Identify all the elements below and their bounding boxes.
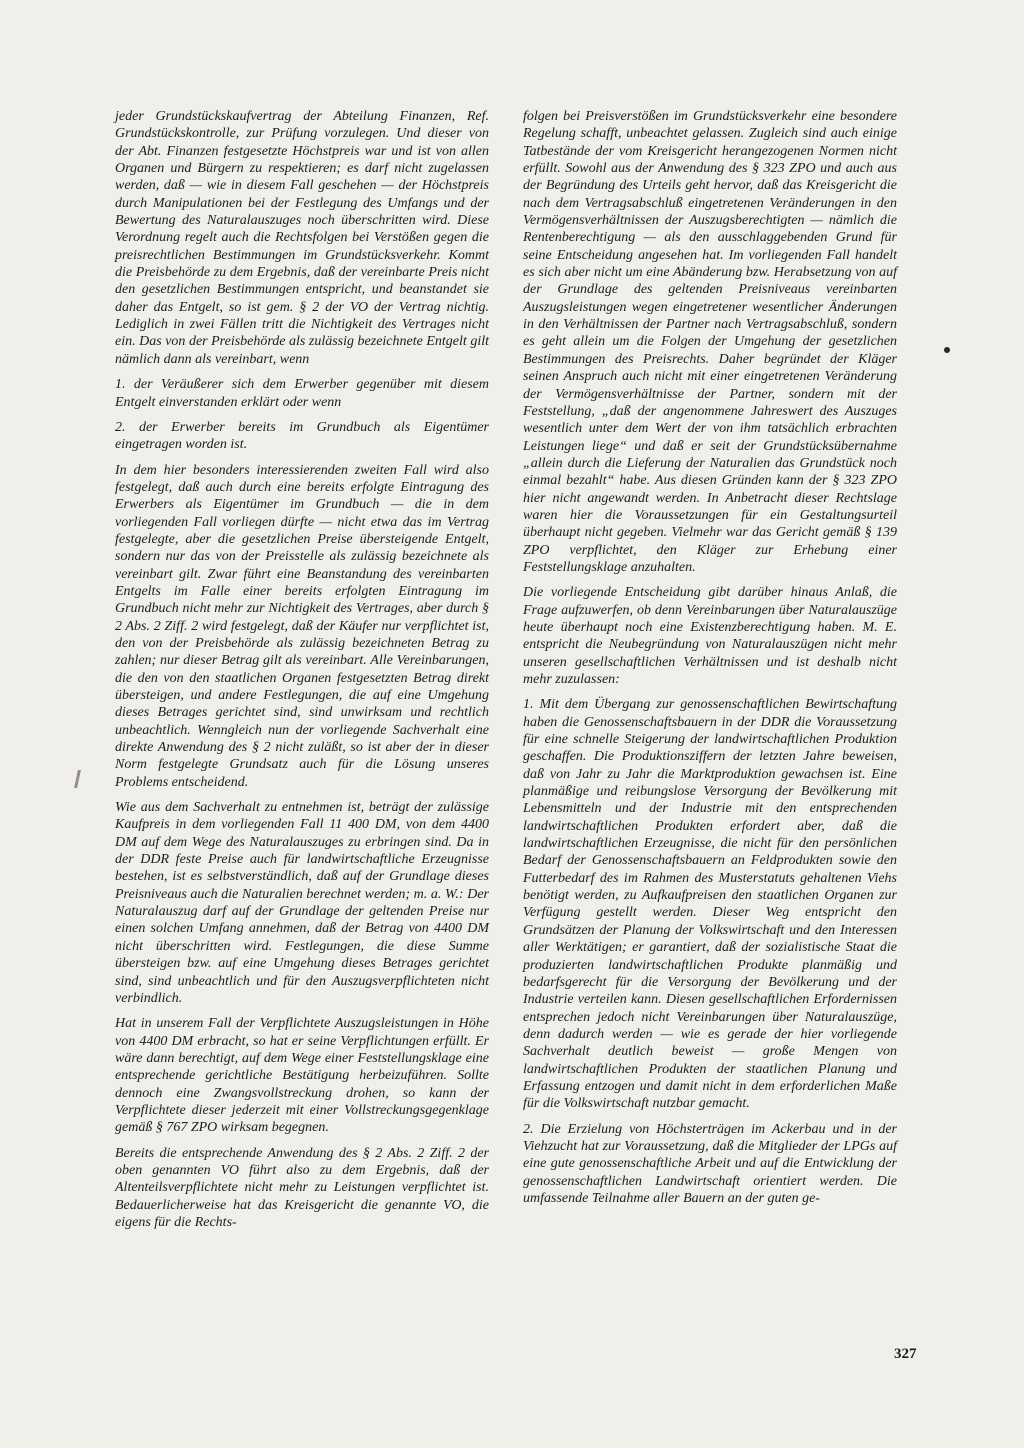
- paragraph: 2. der Erwerber bereits im Grundbuch als Eigentümer eingetragen worden ist.: [115, 419, 489, 453]
- paragraph: Bereits die entsprechende Anwendung des § 2 Abs. 2 Ziff. 2 der oben genannten VO führt also zu dem Ergebnis, daß der Altenteilsverpflichtete nicht mehr zu Leistungen verpflichtet ist. Bedauerlicherweise hat das Kreisgericht die genannte VO, die eigens für die Rechts-: [115, 1145, 489, 1230]
- paragraph: 1. Mit dem Übergang zur genossenschaftlichen Bewirtschaftung haben die Genossenschaftsbauern in der DDR die Voraussetzung für eine schnelle Steigerung der landwirtschaftlichen Produktion geschaffen. Die Produktionsziffern der letzten Jahre beweisen, daß von Jahr zu Jahr die Marktproduktion gewachsen ist. Eine planmäßige und reibungslose Versorgung der Bevölkerung mit Lebensmitteln und der Industrie mit den entsprechenden landwirtschaftlichen Produkten erfordert aber, daß die landwirtschaftlichen Erzeugnisse, die nicht für den persönlichen Bedarf der Genossenschaftsbauern an Feldprodukten sowie den Futterbedarf des im Rahmen des Musterstatuts gehaltenen Viehs benötigt werden, zu Aufkaufpreisen den staatlichen Organen zur Verfügung gestellt werden. Dieser Weg entspricht den Grundsätzen der Planung der Volkswirtschaft und den Interessen aller Werktätigen; er garantiert, daß der sozialistische Staat die produzierten landwirtschaftlichen Produkte planmäßig und bedarfsgerecht für die Versorgung der Bevölkerung und der Industrie verteilen kann. Diesen gesellschaftlichen Erfordernissen entsprechen jedoch nicht Vereinbarungen über Naturalauszüge, denn dadurch werden — wie es gerade der hier vorliegende Sachverhalt deutlich beweist — große Mengen von landwirtschaftlichen Produkten der staatlichen Planung und Erfassung entzogen und damit nicht in dem erforderlichen Maße für die Volkswirtschaft nutzbar gemacht.: [523, 697, 897, 1112]
- paragraph: Wie aus dem Sachverhalt zu entnehmen ist, beträgt der zulässige Kaufpreis in dem vorliegenden Fall 11 400 DM, von dem 4400 DM auf dem Wege des Naturalauszuges zu erbringen sind. Da in der DDR feste Preise auch für landwirtschaftliche Erzeugnisse bestehen, ist es selbstverständlich, daß auf der Grundlage dieses Preisniveaus auch die Naturalien berechnet werden; m. a. W.: Der Naturalauszug darf auf der Grundlage der geltenden Preise nur einen solchen Umfang annehmen, daß der Betrag von 4400 DM nicht überschritten wird. Festlegungen, die diese Summe übersteigen bzw. auf eine Umgehung dieses Betrages gerichtet sind, sind unbeachtlich und für den Auszugsverpflichteten nicht verbindlich.: [115, 800, 489, 1006]
- paragraph: In dem hier besonders interessierenden zweiten Fall wird also festgelegt, daß auch durch eine bereits erfolgte Eintragung des Erwerbers als Eigentümer im Grundbuch — die in dem vorliegenden Fall vorliegen dürfte — nicht etwa das im Vertrag festgelegte, aber die gesetzlichen Preise übersteigende Entgelt, sondern nur das von der Preisstelle als zulässig bezeichnete als vereinbart gilt. Zwar führt eine Beanstandung des vereinbarten Entgelts im Falle einer bereits erfolgten Eintragung im Grundbuch nicht mehr zur Nichtigkeit des Vertrages, aber durch § 2 Abs. 2 Ziff. 2 wird festgelegt, daß der Käufer nur verpflichtet ist, den von der Preisbehörde als zulässig bezeichneten Betrag zu zahlen; nur dieser Betrag gilt als vereinbart. Alle Vereinbarungen, die den von den staatlichen Organen festgesetzten Betrag direkt übersteigen, und andere Festlegungen, die auf eine Umgehung dieses Betrages gerichtet sind, sind unwirksam und rechtlich unbeachtlich. Wenngleich nun der vorliegende Sachverhalt eine direkte Anwendung des § 2 nicht zuläßt, so ist aber der in dieser Norm festgelegte Grundsatz auch für die Lösung unseres Problems entscheidend.: [115, 462, 489, 790]
- paragraph: Die vorliegende Entscheidung gibt darüber hinaus Anlaß, die Frage aufzuwerfen, ob denn Vereinbarungen über Naturalauszüge heute überhaupt noch eine Existenzberechtigung haben. M. E. entspricht die Neubegründung von Naturalauszügen nicht mehr unseren gesellschaftlichen Verhältnissen und ist deshalb nicht mehr zuzulassen:: [523, 585, 897, 687]
- paragraph: jeder Grundstückskaufvertrag der Abteilung Finanzen, Ref. Grundstückskontrolle, zur Prüfung vorzulegen. Und dieser von der Abt. Finanzen festgesetzte Höchstpreis war und ist von allen Organen und Bürgern zu respektieren; es darf nicht zugelassen werden, daß — wie in diesem Fall geschehen — der Höchstpreis durch Manipulationen bei der Festlegung des Umfangs und der Bewertung des Naturalauszuges noch überschritten wird. Diese Verordnung regelt auch die Rechtsfolgen bei Verstößen gegen die preisrechtlichen Bestimmungen im Grundstücksverkehr. Kommt die Preisbehörde zu dem Ergebnis, daß der vereinbarte Preis nicht den gesetzlichen Bestimmungen entspricht, und beanstandet sie daher das Entgelt, so ist gem. § 2 der VO der Vertrag nichtig. Lediglich in zwei Fällen tritt die Nichtigkeit des Vertrages nicht ein. Das von der Preisbehörde als zulässig bezeichnete Entgelt gilt nämlich dann als vereinbart, wenn: [115, 109, 489, 367]
- left-column: [115, 108, 489, 1239]
- paragraph: Hat in unserem Fall der Verpflichtete Auszugsleistungen in Höhe von 4400 DM erbracht, so hat er seine Verpflichtungen erfüllt. Er wäre dann berechtigt, auf dem Wege einer Feststellungsklage eine entsprechende gerichtliche Bestätigung herbeizuführen. Sollte dennoch eine Zwangsvollstreckung drohen, so kann der Verpflichtete dieser jederzeit mit einer Vollstreckungsgegenklage gemäß § 767 ZPO wirksam begegnen.: [115, 1016, 489, 1136]
- margin-pencil-mark: [74, 770, 91, 788]
- right-column: [523, 108, 897, 1215]
- margin-ink-dot: [944, 347, 950, 353]
- paragraph: 2. Die Erzielung von Höchsterträgen im Ackerbau und in der Viehzucht hat zur Voraussetzung, daß die Mitglieder der LPGs auf eine gute genossenschaftliche Arbeit und auf die Entwicklung der genossenschaftlichen Landwirtschaft orientiert werden. Die umfassende Teilnahme aller Bauern an der guten ge-: [523, 1121, 897, 1206]
- paragraph: folgen bei Preisverstößen im Grundstücksverkehr eine besondere Regelung schafft, unbeachtet gelassen. Zugleich sind auch einige Tatbestände der vom Kreisgericht herangezogenen Normen nicht erfüllt. Sowohl aus der Anwendung des § 323 ZPO und auch aus der Begründung des Urteils geht hervor, daß das Kreisgericht die nach dem Vertragsabschluß eingetretenen Veränderungen in den Vermögensverhältnissen der Auszugsberechtigten — nämlich die Rentenberechtigung — als den ausschlaggebenden Grund für seine Entscheidung angesehen hat. Im vorliegenden Fall handelt es sich aber nicht um eine Abänderung bzw. Herabsetzung von auf der Grundlage des geltenden Preisniveaus vereinbarten Auszugsleistungen wegen eingetretener wesentlicher Änderungen in den Verhältnissen der Partner nach Vertragsabschluß, sondern es geht allein um die Folgen der Umgehung der gesetzlichen Bestimmungen des Preisrechts. Daher begründet der Kläger seinen Anspruch auch nicht mit einer eingetretenen Veränderung der Vermögensverhältnisse der Partner, sondern mit der Feststellung, „daß der angenommene Jahreswert des Auszuges wesentlich unter dem Wert der von ihm tatsächlich erbrachten Leistungen liege“ und daß er seit der Grundstücksübernahme „allein durch die Lieferung der Naturalien das Grundstück noch einmal bezahlt“ habe. Aus diesen Gründen kann der § 323 ZPO hier nicht angewandt werden. In Anbetracht dieser Rechtslage waren hier die Voraussetzungen für ein Gestaltungsurteil überhaupt nicht gegeben. Vielmehr war das Gericht gemäß § 139 ZPO verpflichtet, den Kläger zur Erhebung einer Feststellungsklage anzuhalten.: [523, 109, 897, 575]
- page-number: 327: [894, 1346, 917, 1362]
- paragraph: 1. der Veräußerer sich dem Erwerber gegenüber mit diesem Entgelt einverstanden erklärt oder wenn: [115, 377, 489, 410]
